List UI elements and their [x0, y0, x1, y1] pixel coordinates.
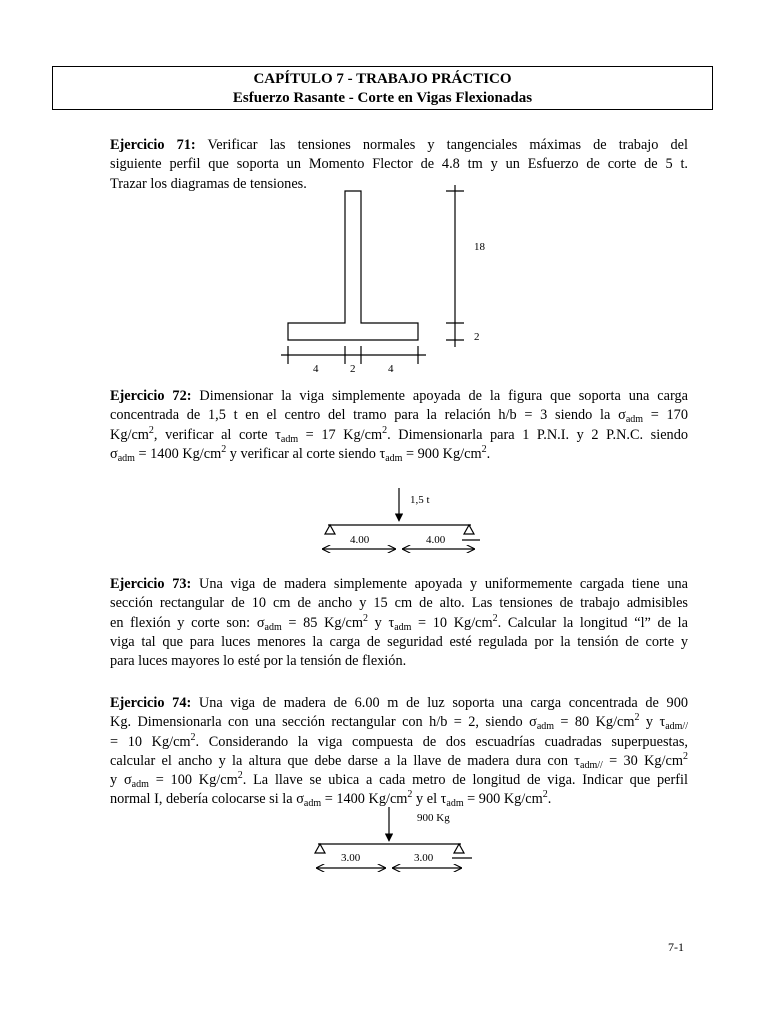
ex73-line3e: . Calcular la longitud “l” de la	[497, 614, 689, 631]
exercise-71-label: Ejercicio 71:	[110, 137, 196, 153]
ex72-line3d: . Dimensionarla para 1 P.N.I. y 2 P.N.C. siendo	[387, 426, 688, 443]
ex74-line5b: = 100 Kg/cm	[148, 772, 238, 789]
ex71-line3: Trazar los diagramas de tensiones.	[110, 175, 307, 192]
square-superscript: 2	[683, 750, 688, 762]
square-superscript: 2	[407, 789, 413, 801]
exercise-74-label: Ejercicio 74:	[110, 695, 192, 711]
sigma-symbol: σ	[256, 614, 265, 631]
ex71-line1: Verificar las tensiones normales y tangenciales máximas de trabajo del	[207, 137, 688, 153]
adm-subscript: adm	[303, 798, 322, 810]
sigma-symbol: σ	[123, 772, 132, 789]
support-pin-left	[315, 844, 325, 853]
load-label: 900 Kg	[417, 812, 450, 824]
ex74-line6b: = 1400 Kg/cm	[321, 791, 408, 808]
adm-subscript: adm	[131, 779, 149, 791]
ex72-line4c: = 900 Kg/cm	[402, 445, 482, 462]
support-pin-left	[325, 525, 335, 534]
adm-parallel-subscript: adm//	[580, 759, 603, 771]
tau-symbol: τ	[659, 714, 666, 731]
square-superscript: 2	[362, 612, 368, 624]
ex74-line6d: = 900 Kg/cm	[463, 791, 543, 808]
ex74-line1: Una viga de madera de 6.00 m de luz soporta una carga concentrada de 900	[198, 695, 688, 711]
ex74-line6e: .	[547, 791, 552, 808]
dim-label-web-height: 18	[474, 241, 485, 253]
support-pin-right	[464, 525, 474, 534]
dim-label-left: 4	[313, 363, 319, 375]
ex74-line6a: normal I, debería colocarse si la	[110, 791, 297, 808]
adm-subscript: adm	[394, 621, 412, 633]
chapter-subtitle: Esfuerzo Rasante - Corte en Vigas Flexionadas	[232, 90, 533, 106]
tau-symbol: τ	[574, 752, 581, 769]
ex72-line2a: concentrada de 1,5 t en el centro del tramo para la relación h/b = 3 siendo la	[110, 407, 619, 424]
ex73-line4: viga tal que para luces menores la carga de seguridad esté regulada por la tensión de corte y	[110, 633, 688, 650]
square-superscript: 2	[634, 712, 640, 724]
ex74-line2c: y	[639, 714, 660, 731]
ex72-line4a: = 1400 Kg/cm	[134, 445, 222, 462]
square-superscript: 2	[382, 424, 388, 436]
dim-label-mid: 2	[350, 363, 356, 375]
sigma-symbol: σ	[296, 791, 304, 808]
ex74-line4b: = 30 Kg/cm	[602, 752, 683, 769]
span-label-left: 3.00	[341, 852, 361, 864]
ex72-line4b: y verificar al corte siendo	[226, 445, 380, 462]
ex74-line3a: = 10 Kg/cm	[110, 733, 191, 750]
span-label-right: 4.00	[426, 534, 446, 546]
dim-label-flange-height: 2	[474, 331, 480, 343]
tau-symbol: τ	[388, 614, 395, 631]
span-label-left: 4.00	[350, 534, 370, 546]
ex71-line2: siguiente perfil que soporta un Momento Flector de 4.8 tm y un Esfuerzo de corte de 5 t.	[110, 156, 688, 173]
ex74-line6c: y el	[412, 791, 441, 808]
dim-label-right: 4	[388, 363, 394, 375]
ex72-line4d: .	[486, 445, 491, 462]
tau-symbol: τ	[440, 791, 447, 808]
sigma-symbol: σ	[110, 445, 118, 462]
adm-subscript: adm	[446, 798, 464, 810]
support-pin-right	[454, 844, 464, 853]
square-superscript: 2	[481, 443, 487, 455]
ex72-line3c: = 17 Kg/cm	[298, 426, 383, 443]
ex74-line5a: y	[110, 772, 124, 789]
exercise-73-label: Ejercicio 73:	[110, 576, 192, 592]
ex73-line3d: = 10 Kg/cm	[411, 614, 493, 631]
ex74-line5c: . La llave se ubica a cada metro de longitud de viga. Indicar que perfil	[242, 772, 688, 789]
adm-subscript: adm	[385, 452, 403, 464]
ex74-line3b: . Considerando la viga compuesta de dos escuadrías cuadradas superpuestas,	[195, 733, 689, 750]
square-superscript: 2	[221, 443, 227, 455]
tau-symbol: τ	[379, 445, 386, 462]
ex73-line2: sección rectangular de 10 cm de ancho y 15 cm de alto. Las tensiones de trabajo admisibles	[110, 595, 688, 612]
ex73-line3a: en flexión y corte son:	[110, 614, 257, 631]
ex72-line2b: = 170	[643, 407, 688, 424]
exercise-72-label: Ejercicio 72:	[110, 388, 192, 404]
span-label-right: 3.00	[414, 852, 434, 864]
square-superscript: 2	[542, 789, 548, 801]
adm-subscript: adm	[536, 721, 555, 733]
square-superscript: 2	[237, 770, 243, 782]
load-label: 1,5 t	[410, 494, 430, 506]
ex72-line1: Dimensionar la viga simplemente apoyada de la figura que soporta una carga	[199, 388, 688, 404]
ex73-line1: Una viga de madera simplemente apoyada y uniformemente cargada tiene una	[199, 576, 688, 592]
square-superscript: 2	[148, 424, 154, 436]
ex74-line2b: = 80 Kg/cm	[554, 714, 635, 731]
ex72-line3a: Kg/cm	[110, 426, 149, 443]
adm-subscript: adm	[625, 414, 644, 426]
square-superscript: 2	[190, 731, 196, 743]
adm-subscript: adm	[264, 621, 282, 633]
t-section-figure	[281, 185, 464, 364]
adm-parallel-subscript: adm//	[665, 721, 688, 733]
square-superscript: 2	[492, 612, 498, 624]
t-section-outline	[288, 191, 418, 340]
ex74-line2a: Kg. Dimensionarla con una sección rectangular con h/b = 2, siendo	[110, 714, 530, 731]
adm-subscript: adm	[280, 433, 299, 445]
ex73-line3c: y	[367, 614, 389, 631]
sigma-symbol: σ	[529, 714, 537, 731]
ex74-line4a: calcular el ancho y la altura que debe darse a la llave de madera dura con	[110, 752, 575, 769]
ex73-line5: para luces mayores lo esté por la tensión de flexión.	[110, 653, 407, 670]
chapter-title: CAPÍTULO 7 - TRABAJO PRÁCTICO	[253, 71, 512, 87]
ex73-line3b: = 85 Kg/cm	[281, 614, 363, 631]
tau-symbol: τ	[275, 426, 281, 443]
ex72-line3b: , verificar al corte	[153, 426, 276, 443]
page-number: 7-1	[668, 940, 684, 954]
beam-figure-72	[322, 488, 480, 549]
adm-subscript: adm	[117, 452, 135, 464]
sigma-symbol: σ	[618, 407, 626, 424]
